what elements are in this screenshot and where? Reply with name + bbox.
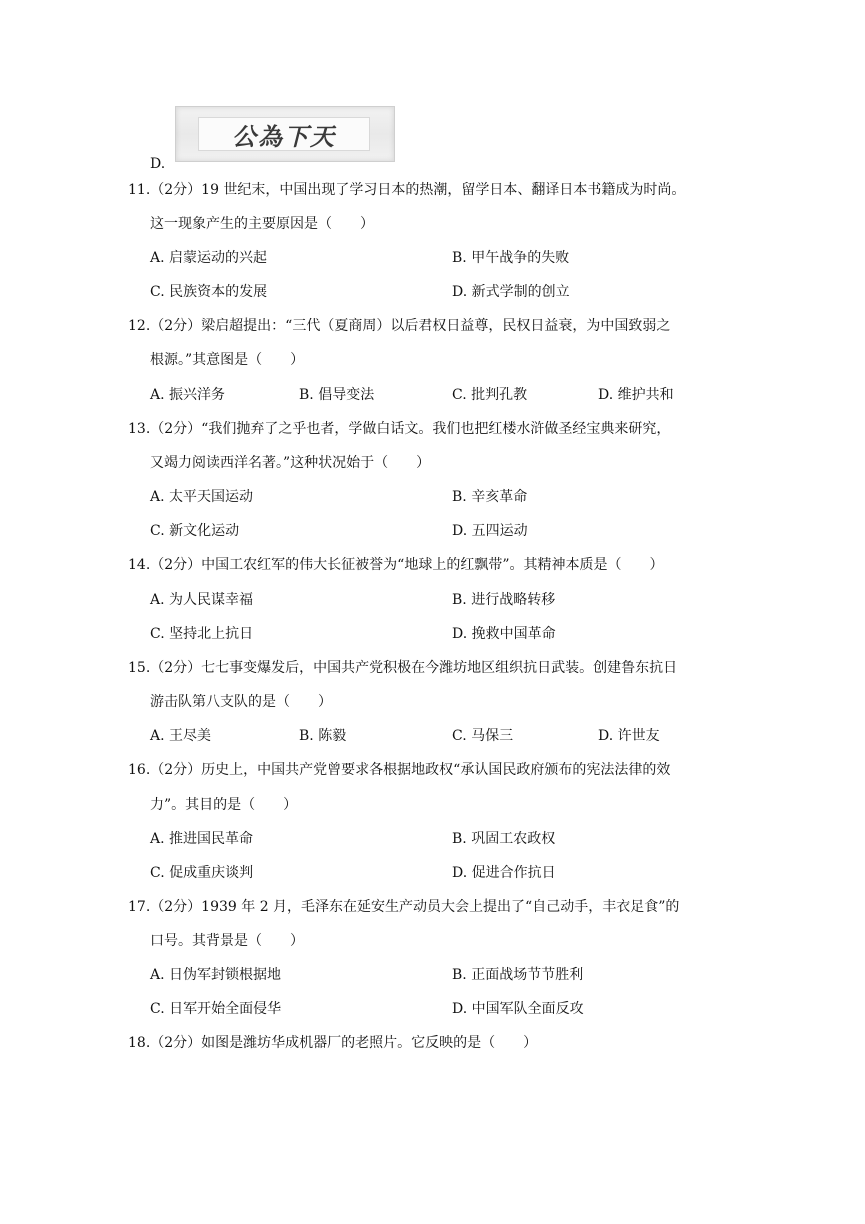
q15-text-line2: 游击队第八支队的是（ ） — [150, 694, 332, 710]
q13-option-d: D. 五四运动 — [452, 523, 528, 539]
q12-option-a: A. 振兴洋务 — [150, 387, 226, 403]
q11-option-c: C. 民族资本的发展 — [150, 284, 268, 300]
q16-option-d: D. 促进合作抗日 — [452, 865, 556, 881]
q16-option-a: A. 推进国民革命 — [150, 831, 254, 847]
q15-option-a: A. 王尽美 — [150, 728, 212, 744]
q12-option-b: B. 倡导变法 — [299, 387, 375, 403]
q15-option-b: B. 陈毅 — [299, 728, 347, 744]
q17-text-line2: 口号。其背景是（ ） — [150, 933, 304, 949]
q12-option-d: D. 维护共和 — [598, 387, 674, 403]
q17-option-c: C. 日军开始全面侵华 — [150, 1001, 282, 1017]
q14-option-c: C. 坚持北上抗日 — [150, 626, 254, 642]
q14-option-a: A. 为人民谋幸福 — [150, 592, 254, 608]
q15-option-d: D. 许世友 — [598, 728, 660, 744]
calligraphy-plaque — [198, 117, 370, 151]
option-d-label: D. — [150, 156, 166, 172]
q13-option-c: C. 新文化运动 — [150, 523, 240, 539]
q14-option-b: B. 进行战略转移 — [452, 592, 556, 608]
q13-option-b: B. 辛亥革命 — [452, 489, 528, 505]
q16-option-b: B. 巩固工农政权 — [452, 831, 556, 847]
calligraphy-image — [175, 106, 395, 162]
q17-text-line1: 17.（2分）1939 年 2 月，毛泽东在延安生产动员大会上提出了“自己动手，丰衣足食”的 — [128, 899, 680, 915]
q13-text-line1: 13.（2分）“我们抛弃了之乎也者，学做白话文。我们也把红楼水浒做圣经宝典来研究， — [128, 421, 671, 437]
q17-option-b: B. 正面战场节节胜利 — [452, 967, 584, 983]
q15-text-line1: 15.（2分）七七事变爆发后，中国共产党积极在今潍坊地区组织抗日武装。创建鲁东抗日 — [128, 660, 678, 676]
q17-option-d: D. 中国军队全面反攻 — [452, 1001, 584, 1017]
q14-option-d: D. 挽救中国革命 — [452, 626, 556, 642]
q16-text-line1: 16.（2分）历史上，中国共产党曾要求各根据地政权“承认国民政府颁布的宪法法律的效 — [128, 762, 671, 778]
q16-text-line2: 力”。其目的是（ ） — [150, 797, 298, 813]
q11-text-line1: 11.（2分）19 世纪末，中国出现了学习日本的热潮，留学日本、翻译日本书籍成为时尚。 — [128, 182, 686, 198]
q13-text-line2: 又竭力阅读西洋名著。”这种状况始于（ ） — [150, 455, 431, 471]
q13-option-a: A. 太平天国运动 — [150, 489, 254, 505]
q11-option-a: A. 启蒙运动的兴起 — [150, 250, 268, 266]
q15-option-c: C. 马保三 — [452, 728, 514, 744]
q12-text-line1: 12.（2分）梁启超提出：“三代（夏商周）以后君权日益尊，民权日益衰，为中国致弱之 — [128, 318, 671, 334]
q16-option-c: C. 促成重庆谈判 — [150, 865, 254, 881]
q14-text-line1: 14.（2分）中国工农红军的伟大长征被誉为“地球上的红飘带”。其精神本质是（ ） — [128, 557, 664, 573]
q11-option-d: D. 新式学制的创立 — [452, 284, 570, 300]
q12-text-line2: 根源。”其意图是（ ） — [150, 352, 305, 368]
q18-text-line1: 18.（2分）如图是潍坊华成机器厂的老照片。它反映的是（ ） — [128, 1035, 538, 1051]
q11-text-line2: 这一现象产生的主要原因是（ ） — [150, 216, 374, 232]
calligraphy-characters: 公為下天 — [232, 121, 336, 151]
q12-option-c: C. 批判孔教 — [452, 387, 528, 403]
q11-option-b: B. 甲午战争的失败 — [452, 250, 570, 266]
q17-option-a: A. 日伪军封锁根据地 — [150, 967, 282, 983]
